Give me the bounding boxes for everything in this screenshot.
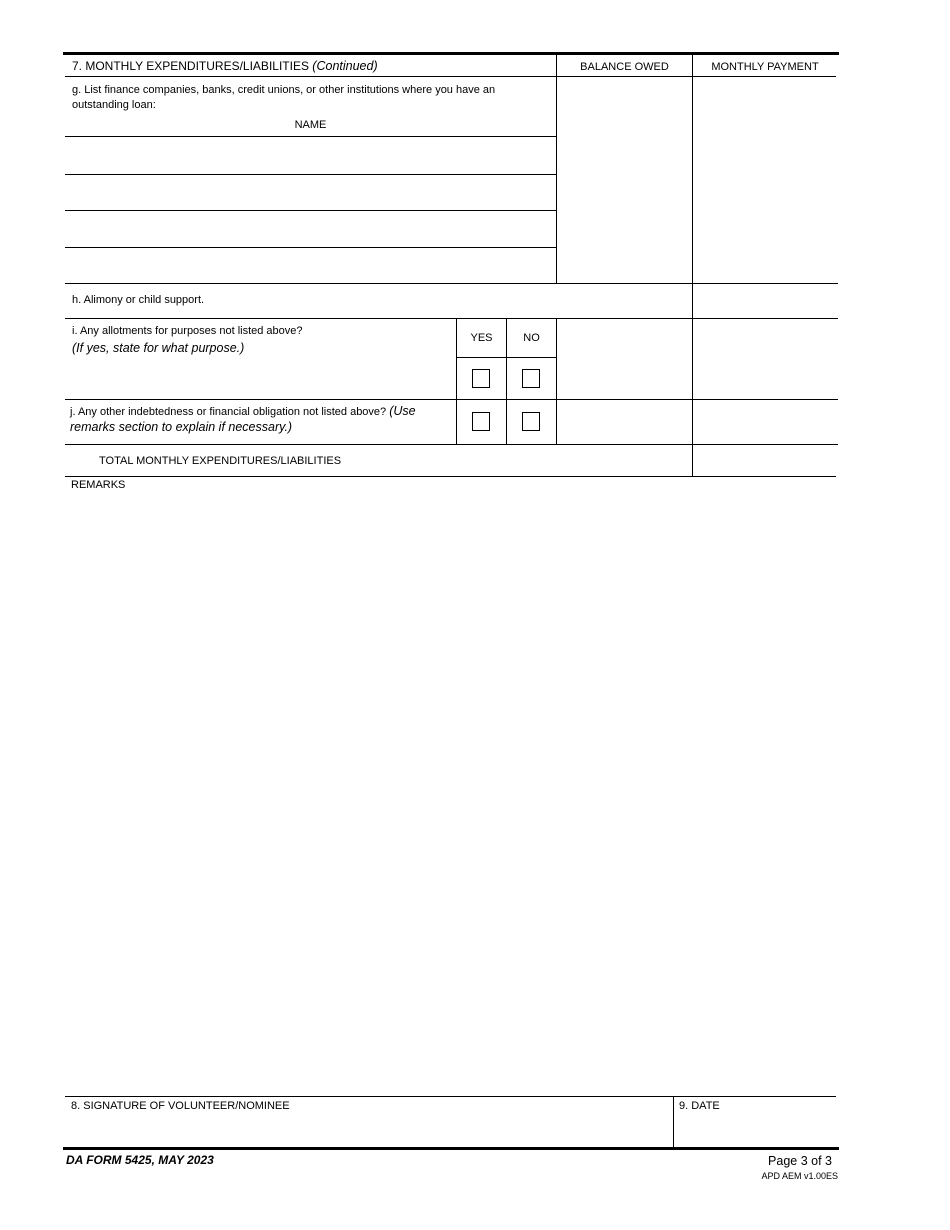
- no-header: NO: [523, 332, 540, 344]
- alimony-payment-input[interactable]: [693, 284, 836, 317]
- remarks-label: REMARKS: [71, 479, 126, 491]
- loan-name-input-2[interactable]: [66, 175, 555, 209]
- loan-name-input-4[interactable]: [66, 248, 555, 282]
- other-debt-balance-input[interactable]: [557, 400, 691, 443]
- loan-balance-owed-input[interactable]: [557, 77, 691, 282]
- other-debt-yes-checkbox[interactable]: [472, 412, 490, 431]
- form-id: DA FORM 5425, MAY 2023: [66, 1153, 214, 1167]
- version-label: APD AEM v1.00ES: [761, 1171, 838, 1181]
- loan-monthly-payment-input[interactable]: [693, 77, 836, 282]
- j-label: j. Any other indebtedness or financial obligation not listed above? (Use remarks section to explain if necessary.): [70, 404, 416, 434]
- allotments-no-checkbox[interactable]: [522, 369, 540, 388]
- allotments-yes-checkbox[interactable]: [472, 369, 490, 388]
- date-input[interactable]: [674, 1113, 835, 1146]
- monthly-payment-header: MONTHLY PAYMENT: [711, 61, 819, 73]
- other-debt-no-checkbox[interactable]: [522, 412, 540, 431]
- h-label: h. Alimony or child support.: [72, 294, 205, 306]
- g-instruction: g. List finance companies, banks, credit unions, or other institutions where you have an outstanding loan:: [72, 84, 496, 111]
- allotments-balance-input[interactable]: [557, 319, 691, 398]
- section-top-border: [63, 52, 839, 55]
- loan-name-input-1[interactable]: [66, 137, 555, 173]
- yes-header: YES: [470, 332, 493, 344]
- total-label: TOTAL MONTHLY EXPENDITURES/LIABILITIES: [99, 455, 342, 467]
- date-label: 9. DATE: [679, 1100, 720, 1112]
- other-debt-payment-input[interactable]: [693, 400, 836, 443]
- i-label: i. Any allotments for purposes not listed above?: [72, 325, 303, 337]
- section-7-title: 7. MONTHLY EXPENDITURES/LIABILITIES (Continued): [72, 59, 378, 73]
- total-row-bottom: [65, 476, 836, 477]
- signature-label: 8. SIGNATURE OF VOLUNTEER/NOMINEE: [71, 1100, 290, 1112]
- i-italic-note: (If yes, state for what purpose.): [72, 341, 245, 355]
- signature-field[interactable]: [66, 1113, 672, 1146]
- allotments-payment-input[interactable]: [693, 319, 836, 398]
- yes-no-header-bottom: [456, 357, 556, 358]
- signature-top-line: [65, 1096, 836, 1097]
- balance-owed-header: BALANCE OWED: [580, 61, 669, 73]
- remarks-textarea[interactable]: [65, 494, 836, 1094]
- g-name-header: NAME: [294, 119, 327, 131]
- loan-name-input-3[interactable]: [66, 211, 555, 246]
- page-number: Page 3 of 3: [768, 1154, 832, 1168]
- signature-bottom-border: [63, 1147, 839, 1150]
- total-payment-input[interactable]: [693, 445, 836, 475]
